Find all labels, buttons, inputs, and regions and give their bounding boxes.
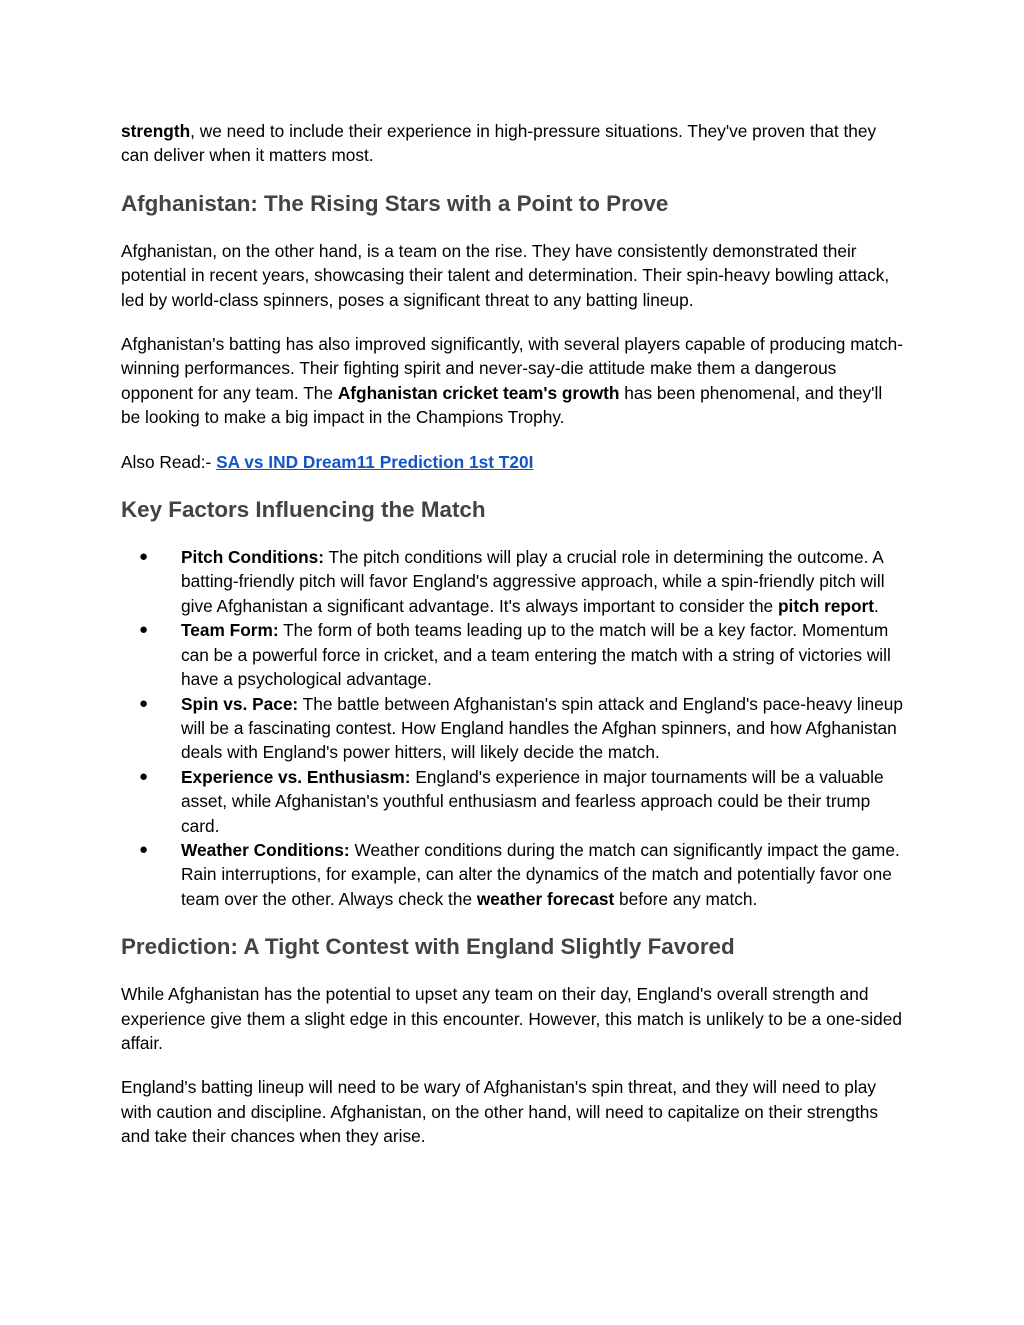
factor-text: Weather conditions during the match can significantly impact the game. Rain interruptions, for example, can alter the dynamics of the match and potentially favor one team over the other. Always check the [181,839,900,909]
factor-emphasis: weather forecast [476,888,615,909]
factor-text: The form of both teams leading up to the match will be a key factor. Momentum can be a powerful force in cricket, and a team entering the match with a string of victories will have a psychological advantage. [181,620,891,690]
list-item [121,765,906,838]
prediction-heading: Prediction: A Tight Contest with England Slightly Favored [121,934,735,960]
bullet-icon: ● [139,621,149,639]
factor-title: Weather Conditions: [181,839,350,860]
list-item [121,838,906,911]
bullet-icon: ● [139,767,149,785]
list-item [121,692,906,765]
afghanistan-p2-bold: Afghanistan cricket team's growth [337,382,620,403]
factor-title: Pitch Conditions: [181,547,325,568]
also-read-link[interactable]: SA vs IND Dream11 Prediction 1st T20I [216,451,534,472]
afghanistan-paragraph-1: Afghanistan, on the other hand, is a team on the rise. They have consistently demonstrated their potential in recent years, showcasing their talent and determination. Their spin-heavy bowling attack, led by world-class spinners, poses a significant threat to any batting lineup. [121,240,890,310]
factor-tail: before any match. [614,888,758,909]
list-item [121,545,906,618]
key-factors-list [121,545,906,911]
also-read-line [121,450,906,474]
factor-emphasis: pitch report [777,595,874,616]
factor-title: Spin vs. Pace: [181,693,299,714]
bullet-icon: ● [139,840,149,858]
prediction-paragraph-2: England's batting lineup will need to be wary of Afghanistan's spin threat, and they will need to play with caution and discipline. Afghanistan, on the other hand, will need to capitalize on their strengths and take their chances when they arise. [121,1077,879,1147]
afghanistan-p2-text: Afghanistan's batting has also improved significantly, with several players capable of producing match-winning performances. Their fighting spirit and never-say-die attitude make them a dangerous opponent for any team. The [121,334,904,403]
list-item [121,618,906,691]
factor-text: The battle between Afghanistan's spin attack and England's pace-heavy lineup will be a fascinating contest. How England handles the Afghan spinners, and how Afghanistan deals with England's power hitters, will likely decide the match. [181,693,904,763]
intro-bold: strength [121,121,191,141]
key-factors-heading: Key Factors Influencing the Match [121,497,486,523]
factor-text: England's experience in major tournaments will be a valuable asset, while Afghanistan's youthful enthusiasm and fearless approach could be their trump card. [181,766,884,836]
also-read-label: Also Read:- [121,451,217,472]
bullet-icon: ● [139,694,149,712]
prediction-paragraph-1: While Afghanistan has the potential to upset any team on their day, England's overall strength and experience give them a slight edge in this encounter. However, this match is unlikely to be a one-sided affair. [121,984,902,1053]
bullet-icon: ● [139,548,149,566]
intro-text: , we need to include their experience in high-pressure situations. They've proven that they can deliver when it matters most. [121,121,877,166]
afghanistan-heading: Afghanistan: The Rising Stars with a Point to Prove [121,190,669,216]
factor-text: The pitch conditions will play a crucial role in determining the outcome. A batting-friendly pitch will favor England's aggressive approach, while a spin-friendly pitch will give Afghanistan a significant advantage. It's always important to consider the [181,547,885,616]
factor-tail: . [874,595,879,616]
factor-title: Team Form: [181,620,279,641]
document-page [121,119,906,1149]
afghanistan-paragraph-2 [121,332,906,430]
afghanistan-p2-tail: has been phenomenal, and they'll be looking to make a big impact in the Champions Trophy. [121,382,883,428]
factor-title: Experience vs. Enthusiasm: [181,766,411,787]
intro-paragraph [121,119,906,168]
